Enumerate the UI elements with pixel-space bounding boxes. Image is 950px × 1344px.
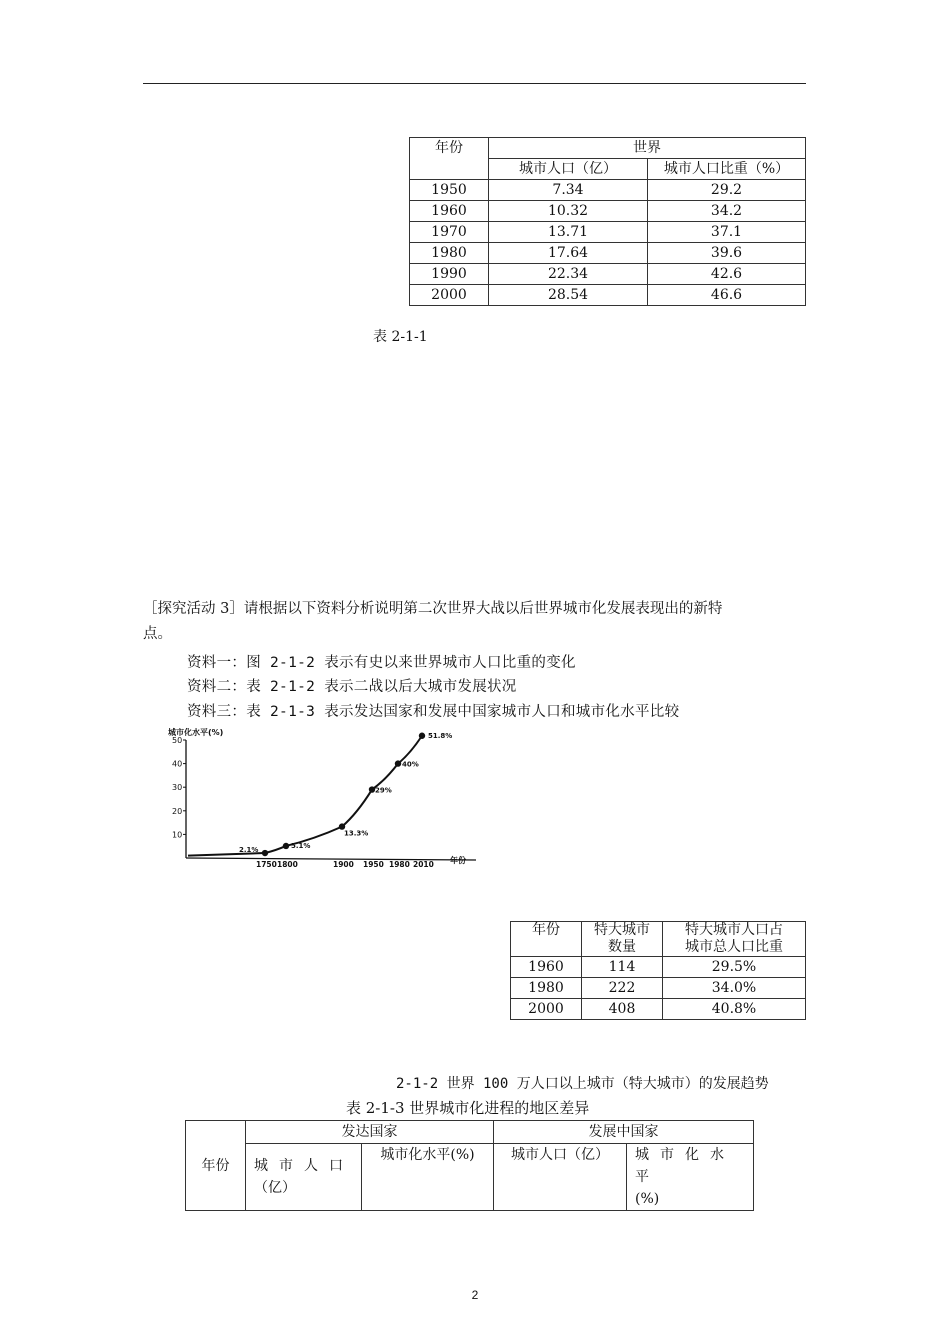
cell: 28.54 [489,285,648,306]
cell: 1980 [511,978,582,999]
data-point [262,850,268,856]
data-label: 13.3% [344,829,369,838]
data-label: 2.1% [239,846,259,855]
table-row [511,957,806,978]
y-tick-label: 50 [172,736,183,745]
material-item: 资料三：表 2-1-3 表示发达国家和发展中国家城市人口和城市化水平比较 [187,704,680,720]
cell: 40.8% [663,999,806,1020]
cell: 22.34 [489,264,648,285]
activity-prompt [143,597,811,647]
cell: 2000 [410,285,489,306]
header-rule [143,83,806,84]
cell: 34.0% [663,978,806,999]
developing-level-line2: (%) [635,1191,660,1207]
cell: 46.6 [648,285,806,306]
cell: 1960 [410,201,489,222]
developed-pop-line1: 城市人口 [254,1158,354,1174]
cell: 2000 [511,999,582,1020]
table-row [410,180,806,201]
ratio-header [663,922,806,957]
data-label: 40% [402,760,419,769]
x-tick-label: 1750 [256,860,277,869]
developing-header: 发展中国家 [494,1121,754,1144]
count-header [582,922,663,957]
x-tick-label: 2010 [413,860,434,869]
data-point [419,733,425,739]
material-item: 资料一：图 2-1-2 表示有史以来世界城市人口比重的变化 [187,655,576,671]
cell: 39.6 [648,243,806,264]
data-label: 5.1% [291,841,311,850]
cell: 1970 [410,222,489,243]
page-number: 2 [471,1288,479,1302]
series-line [188,736,422,856]
y-tick-label: 20 [172,806,183,816]
table-row [410,201,806,222]
regional-urbanization-table [185,1120,754,1211]
x-tick-label: 1800 [277,860,298,869]
table-row [410,243,806,264]
y-tick-label: 10 [172,830,183,840]
ratio-header-line2: 城市总人口比重 [685,939,783,955]
cell: 114 [582,957,663,978]
developing-level-header [627,1144,754,1211]
count-header-line2: 数量 [608,939,636,955]
x-tick-label: 1950 [363,860,384,869]
data-labels [239,732,452,854]
developing-pop-header: 城市人口（亿） [494,1144,627,1211]
urbanization-chart [160,722,490,872]
developed-level-header: 城市化水平(%) [362,1144,494,1211]
urban-pop-header: 城市人口（亿） [489,159,648,180]
count-header-line1: 特大城市 [594,922,650,938]
cell: 222 [582,978,663,999]
cell: 1960 [511,957,582,978]
developed-pop-line2: （亿） [254,1180,296,1196]
table-row [511,999,806,1020]
data-points [262,733,425,857]
x-tick-label: 1900 [333,860,354,869]
y-tick-label: 40 [172,759,183,769]
x-axis-label: 年份 [450,856,466,865]
megacity-table [510,921,806,1020]
material-item: 资料二：表 2-1-2 表示二战以后大城市发展状况 [187,679,517,695]
table-caption: 2-1-2 世界 100 万人口以上城市（特大城市）的发展趋势 [396,1076,769,1092]
data-label: 51.8% [428,731,453,740]
world-urban-population-table [409,137,806,306]
cell: 1950 [410,180,489,201]
cell: 7.34 [489,180,648,201]
data-point [283,843,289,849]
x-ticks [256,860,434,869]
y-tick-label: 30 [172,783,183,793]
activity-title: ［探究活动 3］请根据以下资料分析说明第二次世界大战以后世界城市化发展表现出的新特 [143,601,723,617]
data-label: 29% [375,786,392,795]
cell: 29.2 [648,180,806,201]
cell: 10.32 [489,201,648,222]
developing-level-line1: 城市化水平 [635,1147,735,1185]
cell: 13.71 [489,222,648,243]
cell: 408 [582,999,663,1020]
table-row [410,264,806,285]
cell: 1980 [410,243,489,264]
cell: 17.64 [489,243,648,264]
table-row [410,285,806,306]
data-point [395,760,401,766]
urban-ratio-header: 城市人口比重（%） [648,159,806,180]
y-ticks [172,736,186,839]
cell: 34.2 [648,201,806,222]
cell: 37.1 [648,222,806,243]
cell: 1990 [410,264,489,285]
table-caption: 表 2-1-1 [373,329,428,345]
table-row [511,978,806,999]
y-axis-label: 城市化水平(%) [168,728,224,737]
world-header: 世界 [489,138,806,159]
year-header: 年份 [186,1121,246,1211]
developed-pop-header [246,1144,362,1211]
table-row [410,222,806,243]
cell: 42.6 [648,264,806,285]
cell: 29.5% [663,957,806,978]
ratio-header-line1: 特大城市人口占 [685,922,783,938]
year-header: 年份 [511,922,582,957]
table-caption: 表 2-1-3 世界城市化进程的地区差异 [346,1099,590,1117]
year-header: 年份 [410,138,489,180]
activity-title-cont: 点。 [143,626,172,642]
developed-header: 发达国家 [246,1121,494,1144]
x-tick-label: 1980 [389,860,410,869]
